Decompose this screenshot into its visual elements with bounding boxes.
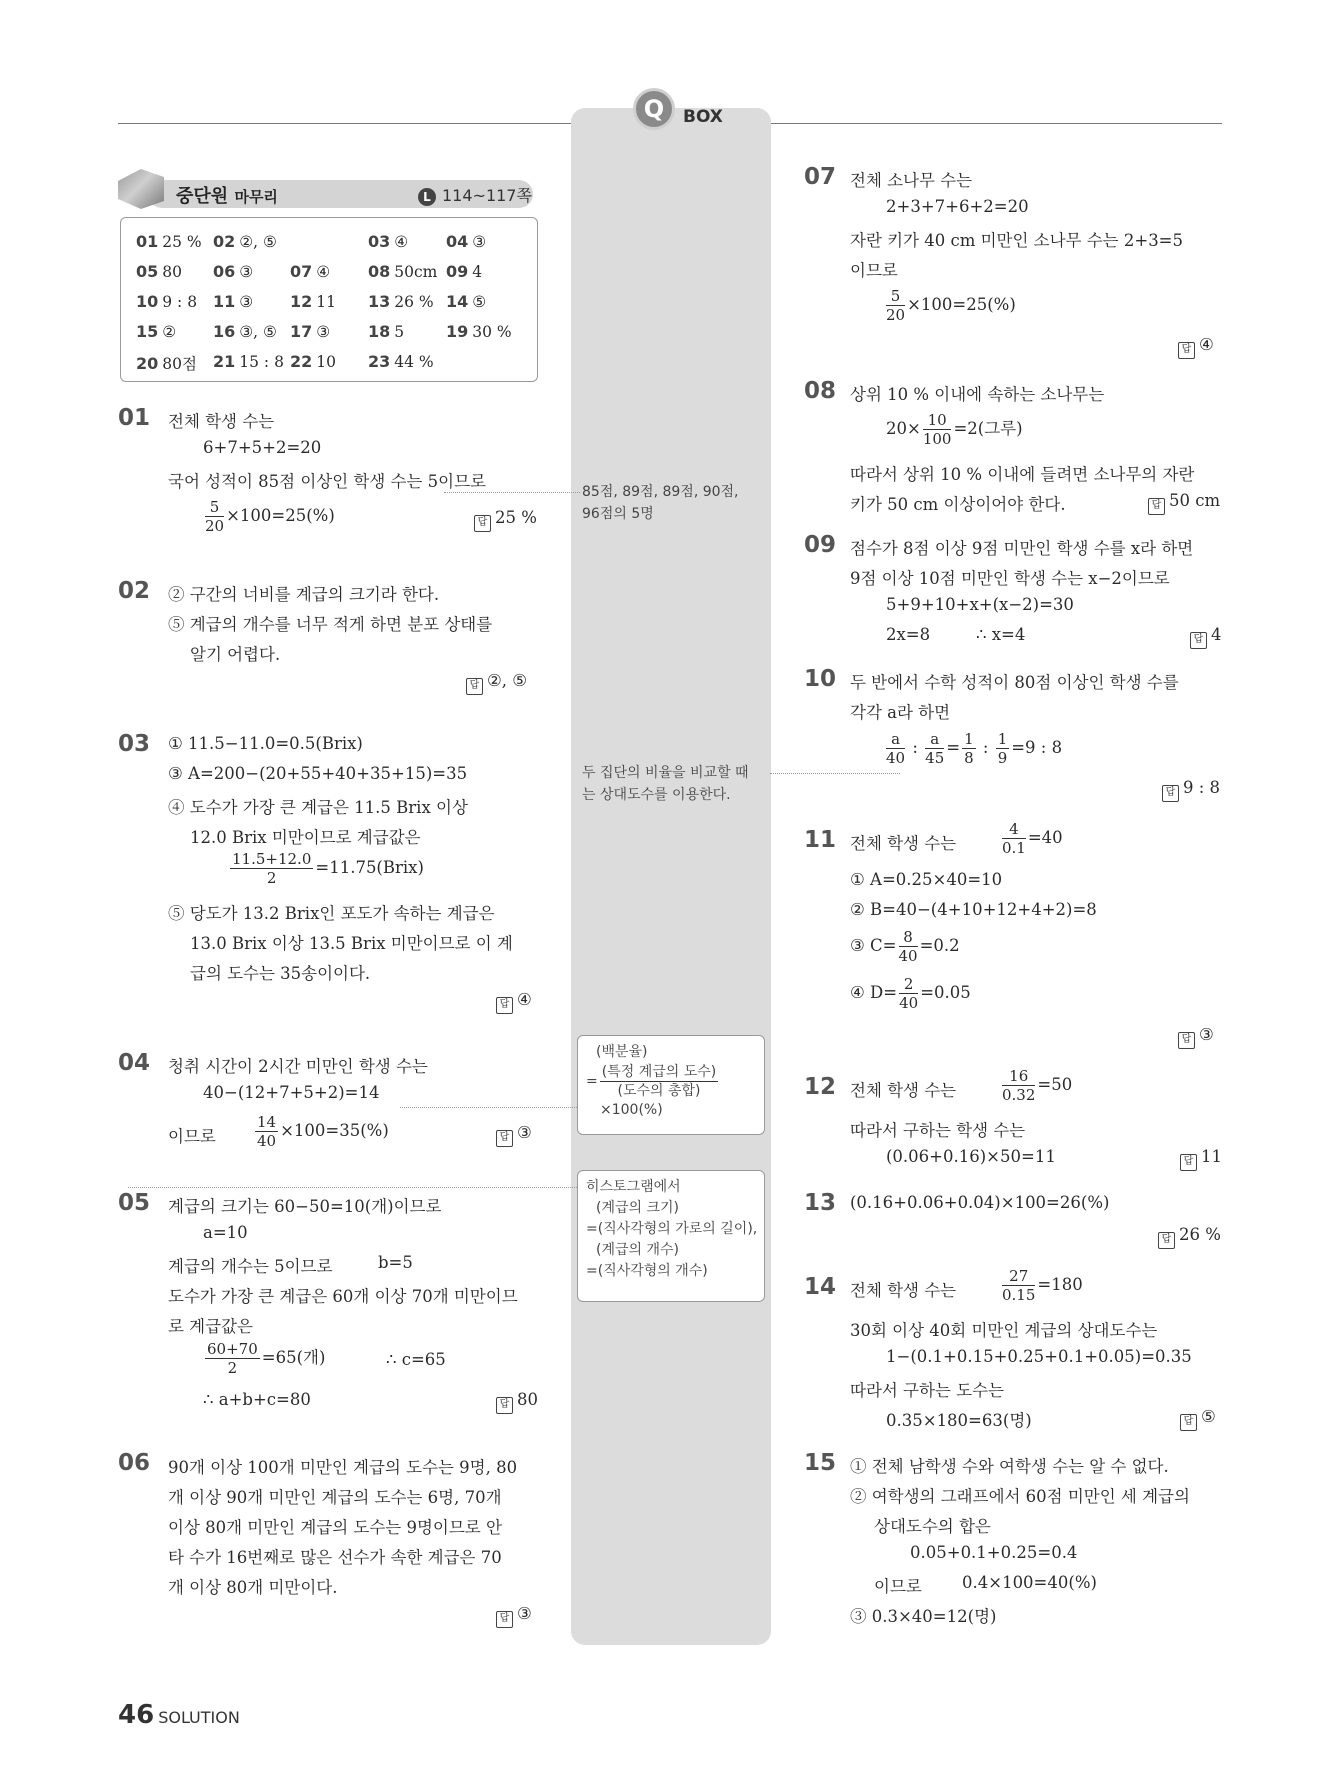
text-line: 타 수가 16번째로 많은 선수가 속한 계급은 70: [168, 1548, 502, 1567]
answer-mark: 답 26 %: [1158, 1225, 1221, 1249]
connector-line: [444, 492, 580, 493]
text-line: ① 전체 남학생 수와 여학생 수는 알 수 없다.: [850, 1457, 1169, 1476]
text-line: 이므로: [874, 1577, 922, 1596]
text-line: 13.0 Brix 이상 13.5 Brix 미만이므로 이 계: [190, 934, 513, 953]
text-line: 30회 이상 40회 미만인 계급의 상대도수는: [850, 1321, 1158, 1340]
answer-icon: 답: [496, 1611, 513, 1628]
answer-mark: 답 ④: [496, 990, 532, 1014]
equation-line: 0.05+0.1+0.25=0.4: [910, 1543, 1078, 1562]
fraction: $\frac{27}{0.15}$: [1002, 1267, 1036, 1304]
problem-number: 14: [804, 1274, 837, 1300]
text-line: ① 11.5−11.0=0.5(Brix): [168, 734, 363, 753]
problem-number: 07: [804, 164, 837, 190]
text-line: 상대도수의 합은: [874, 1517, 991, 1536]
qbox-logo: Q: [633, 88, 675, 130]
text-line: 계급의 크기는 60−50=10(개)이므로: [168, 1197, 442, 1216]
page-footer: [118, 1700, 240, 1730]
answer-item: 14 ⑤: [446, 292, 487, 311]
lesson-badge-icon: L: [418, 188, 436, 206]
equation-line: $\frac{4}{0.1}$ =40: [1002, 820, 1063, 857]
text-line: ⑤ 계급의 개수를 너무 적게 하면 분포 상태를: [168, 615, 493, 634]
equation-line: ② B=40−(4+10+12+4+2)=8: [850, 900, 1097, 919]
page-number: 46: [118, 1700, 155, 1730]
answer-item: 10 9 : 8: [136, 292, 198, 311]
problem-number: 12: [804, 1074, 837, 1100]
text-line: 9점 이상 10점 미만인 학생 수는 x−2이므로: [850, 569, 1170, 588]
fraction: $\frac{8}{40}$: [898, 928, 918, 965]
answer-item: 07 ④: [290, 262, 331, 281]
footer-label: SOLUTION: [158, 1708, 240, 1727]
answer-item: 11 ③: [213, 292, 254, 311]
fraction: $\frac{a}{45}$: [925, 730, 945, 767]
text-line: 두 반에서 수학 성적이 80점 이상인 학생 수를: [850, 673, 1179, 692]
answer-icon: 답: [1190, 632, 1207, 649]
equation-line: (0.06+0.16)×50=11: [886, 1147, 1056, 1166]
problem-number: 15: [804, 1450, 837, 1476]
equation-line: 6+7+5+2=20: [203, 438, 322, 457]
answer-item: 18 5: [368, 322, 405, 341]
problem-number: 06: [118, 1450, 151, 1476]
answer-mark: 답 ③: [496, 1123, 532, 1147]
equation-line: $\frac{27}{0.15}$ =180: [1002, 1267, 1083, 1304]
text-line: 도수가 가장 큰 계급은 60개 이상 70개 미만이므: [168, 1287, 518, 1306]
equation-line: 2x=8: [886, 625, 931, 644]
answer-item: 06 ③: [213, 262, 254, 281]
connector-line: [770, 773, 900, 774]
equation-line: $\frac{14}{40}$ ×100=35(%): [257, 1113, 389, 1150]
connector-line: [128, 1187, 577, 1188]
text-line: 이므로: [168, 1127, 216, 1146]
answer-icon: 답: [466, 678, 483, 695]
text-line: 이므로: [850, 261, 898, 280]
answer-mark: 답 80: [496, 1390, 538, 1414]
problem-number: 10: [804, 666, 837, 692]
answer-item: 20 80점: [136, 354, 197, 373]
answer-mark: 답 4: [1190, 625, 1222, 649]
answer-item: 05 80: [136, 262, 182, 281]
text-line: ② 구간의 너비를 계급의 크기라 한다.: [168, 585, 440, 604]
answer-item: 01 25 %: [136, 232, 202, 251]
fraction: $\frac{2}{40}$: [899, 975, 919, 1012]
equation-line: ① A=0.25×40=10: [850, 870, 1003, 889]
equation-line: (0.16+0.06+0.04)×100=26(%): [850, 1193, 1110, 1212]
problem-number: 02: [118, 578, 151, 604]
cube-icon: [118, 169, 164, 209]
answer-mark: 답 9 : 8: [1162, 778, 1220, 802]
equation-line: ③ 0.3×40=12(명): [850, 1607, 997, 1626]
equation-line: 1−(0.1+0.15+0.25+0.1+0.05)=0.35: [886, 1347, 1192, 1366]
problem-number: 03: [118, 731, 151, 757]
text-line: 따라서 구하는 도수는: [850, 1381, 1004, 1400]
fraction: $\frac{11.5+12.0}{2}$: [232, 850, 312, 887]
answer-item: 15 ②: [136, 322, 177, 341]
answer-item: 19 30 %: [446, 322, 512, 341]
equation-line: ∴ a+b+c=80: [203, 1390, 311, 1409]
equation-line: ∴ x=4: [976, 625, 1026, 644]
equation-line: $\frac{16}{0.32}$ =50: [1002, 1067, 1073, 1104]
answer-item: 04 ③: [446, 232, 487, 251]
text-line: 90개 이상 100개 미만인 계급의 도수는 9명, 80: [168, 1458, 518, 1477]
fraction: $\frac{60+70}{2}$: [207, 1340, 258, 1377]
text-line: 알기 어렵다.: [190, 645, 281, 664]
answer-item: 13 26 %: [368, 292, 434, 311]
problem-number: 01: [118, 405, 151, 431]
answer-icon: 답: [496, 997, 513, 1014]
note-percentage-formula: (백분율) = $\frac{\text{(특정 계급의 도수)}}{\text{(도수의 총합)}}$ ×100(%): [577, 1035, 765, 1135]
text-line: 개 이상 80개 미만이다.: [168, 1578, 338, 1597]
fraction: $\frac{5}{20}$: [205, 498, 225, 535]
answer-item: 02 ②, ⑤: [213, 232, 277, 251]
equation-line: $\frac{5}{20}$ ×100=25(%): [886, 287, 1016, 324]
equation-line: $\frac{60+70}{2}$ =65(개): [207, 1340, 326, 1377]
answer-icon: 답: [496, 1130, 513, 1147]
answer-mark: 답 ⑤: [1180, 1407, 1216, 1431]
text-line: 자란 키가 40 cm 미만인 소나무 수는 2+3=5: [850, 231, 1184, 250]
fraction: $\frac{1}{8}$: [964, 730, 974, 767]
equation-line: 0.35×180=63(명): [886, 1411, 1032, 1430]
equation-line: 20× $\frac{10}{100}$ =2(그루): [886, 411, 1023, 448]
text-line: 전체 소나무 수는: [850, 171, 973, 190]
section-header: [118, 177, 538, 209]
answer-item: 17 ③: [290, 322, 331, 341]
answer-item: 22 10: [290, 352, 336, 371]
answer-item: 09 4: [446, 262, 483, 281]
text-line: ⑤ 당도가 13.2 Brix인 포도가 속하는 계급은: [168, 904, 495, 923]
text-line: 국어 성적이 85점 이상인 학생 수는 5이므로: [168, 472, 486, 491]
text-line: 각각 a라 하면: [850, 703, 951, 722]
text-line: 상위 10 % 이내에 속하는 소나무는: [850, 385, 1105, 404]
fraction: $\frac{a}{40}$: [886, 730, 906, 767]
answer-icon: 답: [474, 515, 491, 532]
text-line: 전체 학생 수는: [168, 412, 275, 431]
equation-line: ③ C= $\frac{8}{40}$ =0.2: [850, 928, 960, 965]
text-line: ② 여학생의 그래프에서 60점 미만인 세 계급의: [850, 1487, 1190, 1506]
equation-line: $\frac{a}{40}$ : $\frac{a}{45}$ = $\frac{1}{8}$ : $\frac{1}{9}$ =9 : 8: [886, 730, 1063, 767]
answer-mark: 답 ④: [1178, 335, 1214, 359]
fraction: $\frac{4}{0.1}$: [1002, 820, 1026, 857]
text-line: 전체 학생 수는: [850, 1081, 957, 1100]
text-line: 이상 80개 미만인 계급의 도수는 9명이므로 안: [168, 1518, 502, 1537]
equation-line: 2+3+7+6+2=20: [886, 197, 1029, 216]
text-line: 전체 학생 수는: [850, 834, 957, 853]
answer-icon: 답: [1158, 1232, 1175, 1249]
answer-item: 03 ④: [368, 232, 409, 251]
answer-icon: 답: [1148, 498, 1165, 515]
problem-number: 05: [118, 1190, 151, 1216]
answer-item: 23 44 %: [368, 352, 434, 371]
equation-line: a=10: [203, 1223, 248, 1242]
problem-number: 13: [804, 1190, 837, 1216]
answer-item: 16 ③, ⑤: [213, 322, 277, 341]
equation-line: 5+9+10+x+(x−2)=30: [886, 595, 1074, 614]
text-line: ④ 도수가 가장 큰 계급은 11.5 Brix 이상: [168, 798, 468, 817]
text-line: 전체 학생 수는: [850, 1281, 957, 1300]
text-line: 청취 시간이 2시간 미만인 학생 수는: [168, 1057, 428, 1076]
text-line: ③ A=200−(20+55+40+35+15)=35: [168, 764, 468, 783]
answer-item: 08 50cm: [368, 262, 438, 281]
answer-mark: 답 ③: [496, 1604, 532, 1628]
answer-mark: 답 25 %: [474, 508, 537, 532]
text-line: 따라서 구하는 학생 수는: [850, 1121, 1026, 1140]
connector-line: [400, 1107, 577, 1108]
answer-icon: 답: [1180, 1154, 1197, 1171]
qbox-label: BOX: [683, 107, 723, 127]
answer-icon: 답: [1162, 785, 1179, 802]
fraction: $\frac{\text{(특정 계급의 도수)}}{\text{(도수의 총합)}}$: [601, 1064, 717, 1099]
equation-line: $\frac{11.5+12.0}{2}$ =11.75(Brix): [232, 850, 424, 887]
text-line: 급의 도수는 35송이이다.: [190, 964, 371, 983]
section-title: 중단원 마무리: [176, 186, 278, 207]
answer-mark: 답 ②, ⑤: [466, 671, 527, 695]
answer-item: 21 15 : 8: [213, 352, 284, 371]
equation-line: 40−(12+7+5+2)=14: [203, 1083, 380, 1102]
answer-mark: 답 11: [1180, 1147, 1222, 1171]
equation-line: b=5: [378, 1253, 413, 1272]
text-line: 로 계급값은: [168, 1317, 253, 1336]
problem-number: 08: [804, 378, 837, 404]
answer-icon: 답: [1180, 1414, 1197, 1431]
problem-number: 09: [804, 532, 837, 558]
problem-number: 11: [804, 827, 837, 853]
text-line: 개 이상 90개 미만인 계급의 도수는 6명, 70개: [168, 1488, 502, 1507]
text-line: 점수가 8점 이상 9점 미만인 학생 수를 x라 하면: [850, 539, 1194, 558]
section-pages: L 114~117쪽: [418, 183, 532, 206]
equation-line: ④ D= $\frac{2}{40}$ =0.05: [850, 975, 971, 1012]
text-line: 따라서 상위 10 % 이내에 들려면 소나무의 자란: [850, 465, 1195, 484]
answer-icon: 답: [496, 1397, 513, 1414]
note-scores: 85점, 89점, 89점, 90점, 96점의 5명: [582, 484, 739, 522]
equation-line: ∴ c=65: [386, 1350, 446, 1369]
fraction: $\frac{1}{9}$: [997, 730, 1008, 767]
answer-item: 12 11: [290, 292, 336, 311]
problem-number: 04: [118, 1050, 151, 1076]
answer-mark: 답 ③: [1178, 1025, 1214, 1049]
answer-icon: 답: [1178, 1032, 1195, 1049]
fraction: $\frac{10}{100}$: [922, 411, 952, 448]
equation-line: $\frac{5}{20}$ ×100=25(%): [205, 498, 335, 535]
text-line: 키가 50 cm 이상이어야 한다.: [850, 495, 1066, 514]
answer-icon: 답: [1178, 342, 1195, 359]
note-relative-frequency: 두 집단의 비율을 비교할 때 는 상대도수를 이용한다.: [582, 765, 749, 803]
fraction: $\frac{5}{20}$: [886, 287, 906, 324]
note-histogram: 히스토그램에서 (계급의 크기) =(직사각형의 가로의 길이), (계급의 개수) =(직사각형의 개수): [577, 1170, 765, 1302]
fraction: $\frac{14}{40}$: [257, 1113, 277, 1150]
qbox-column: [571, 108, 771, 1645]
text-line: 12.0 Brix 미만이므로 계급값은: [190, 828, 421, 847]
fraction: $\frac{16}{0.32}$: [1002, 1067, 1036, 1104]
answer-mark: 답 50 cm: [1148, 491, 1220, 515]
equation-line: 0.4×100=40(%): [962, 1573, 1097, 1592]
text-line: 계급의 개수는 5이므로: [168, 1257, 333, 1276]
